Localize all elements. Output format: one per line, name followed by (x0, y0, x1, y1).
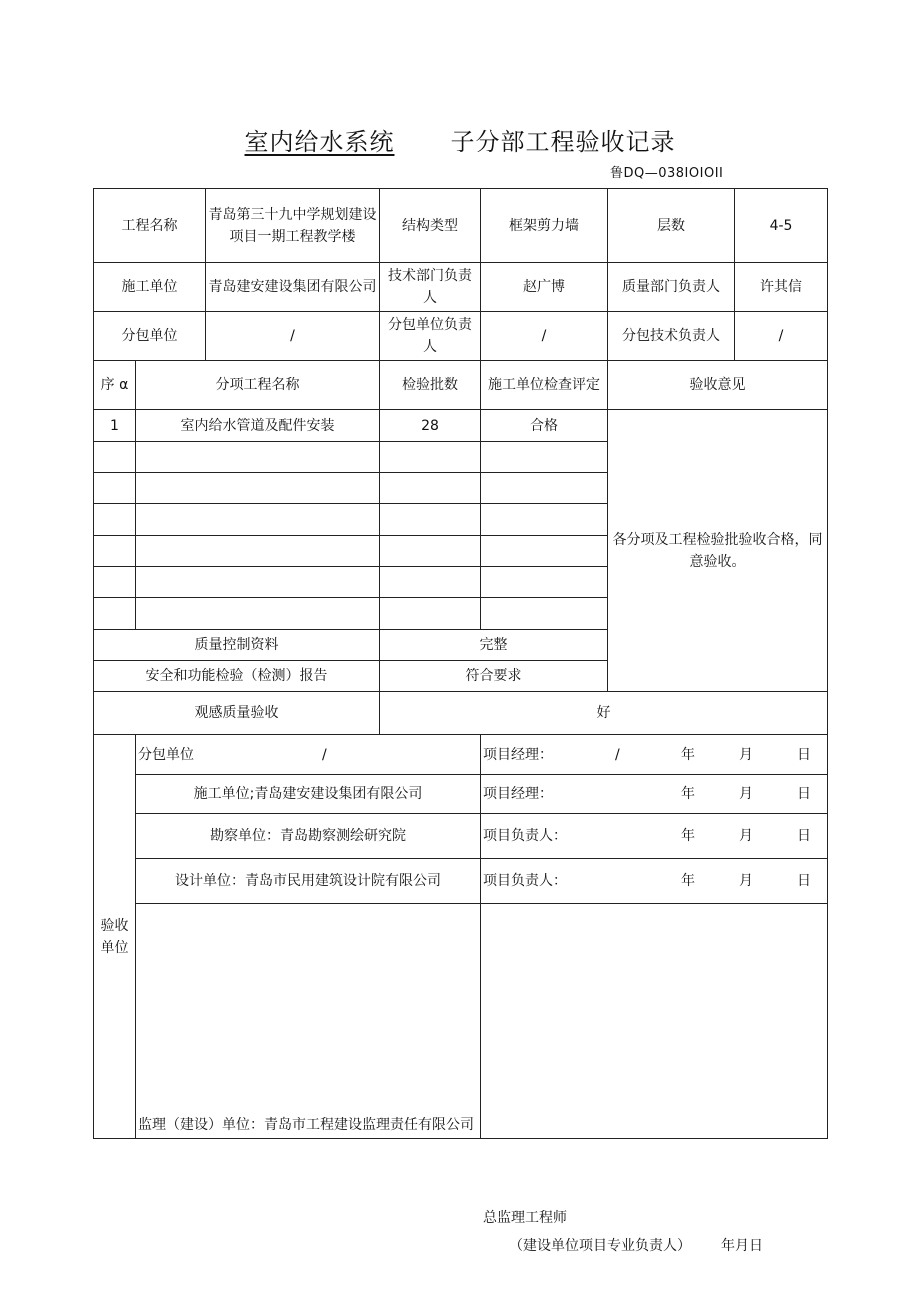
design-unit: 设计单位：青岛市民用建筑设计院有限公司 (136, 859, 481, 904)
contractor-label: 施工单位 (94, 263, 206, 312)
supervision-unit: 监理（建设）单位：青岛市工程建设监理责任有限公司 (138, 1117, 474, 1133)
quality-head-value: 许其信 (735, 263, 828, 312)
contractor-value: 青岛建安建设集团有限公司 (206, 263, 380, 312)
structure-value: 框架剪力墙 (481, 189, 608, 263)
seq-header: 序 α (94, 361, 136, 410)
sub-label: 分包单位 (94, 312, 206, 361)
sign-row-sub (94, 735, 828, 775)
tech-head-label: 技术部门负责人 (380, 263, 481, 312)
row-result: 合格 (481, 410, 608, 442)
chief-supervisor-cell (481, 904, 828, 1254)
title-system: 室内给水系统 (244, 128, 395, 156)
supervision-cell (136, 904, 481, 1139)
table-row (94, 410, 828, 442)
info-row-2 (94, 263, 828, 312)
batches-header: 检验批数 (380, 361, 481, 410)
sub-tech-value: / (735, 312, 828, 361)
contractor-manager-cell: 项目经理： 年 月 日 (481, 775, 828, 814)
row-seq: 1 (94, 410, 136, 442)
sub-unit-label: 分包单位 (138, 746, 194, 763)
chief-supervisor-label: 总监理工程师 (483, 1210, 567, 1226)
sign-row-survey (94, 814, 828, 859)
owner-rep-label: （建设单位项目专业负责人） (509, 1238, 691, 1254)
sub-manager-cell: 项目经理： / 年 月 日 (481, 735, 828, 775)
opinion-header: 验收意见 (608, 361, 828, 410)
info-row-1 (94, 189, 828, 263)
form-code: 鲁DQ—038IOIOII (610, 166, 724, 181)
floors-label: 层数 (608, 189, 735, 263)
sign-row-supervision (94, 904, 828, 1139)
sub-unit-cell (136, 735, 481, 775)
sub-manager-value: / (615, 746, 620, 763)
sub-value: / (206, 312, 380, 361)
acceptance-table (93, 188, 828, 1254)
structure-label: 结构类型 (380, 189, 481, 263)
sub-unit-value: / (322, 746, 327, 763)
safety-value: 符合要求 (380, 661, 608, 692)
sub-tech-label: 分包技术负责人 (608, 312, 735, 361)
quality-docs-value: 完整 (380, 630, 608, 661)
page-title (0, 122, 920, 157)
info-row-3 (94, 312, 828, 361)
project-name-value: 青岛第三十九中学规划建设项目一期工程教学楼 (206, 189, 380, 263)
sign-row-contractor (94, 775, 828, 814)
seq-mark: α (119, 377, 129, 393)
safety-label: 安全和功能检验（检测）报告 (94, 661, 380, 692)
items-header (94, 361, 828, 410)
sub-head-label: 分包单位负责人 (380, 312, 481, 361)
quality-head-label: 质量部门负责人 (608, 263, 735, 312)
quality-docs-label: 质量控制资料 (94, 630, 380, 661)
survey-unit: 勘察单位：青岛勘察测绘研究院 (136, 814, 481, 859)
row-batches: 28 (380, 410, 481, 442)
floors-value: 4-5 (735, 189, 828, 263)
contractor-unit: 施工单位;青岛建安建设集团有限公司 (136, 775, 481, 814)
opinion-value: 各分项及工程检验批验收合格，同意验收。 (608, 410, 828, 692)
sub-head-value: / (481, 312, 608, 361)
appearance-value: 好 (380, 692, 828, 735)
item-name-header: 分项工程名称 (136, 361, 380, 410)
survey-head-cell: 项目负责人： 年 月 日 (481, 814, 828, 859)
title-rest: 子分部工程验收记录 (450, 128, 676, 156)
self-check-header: 施工单位检查评定 (481, 361, 608, 410)
appearance-label: 观感质量验收 (94, 692, 380, 735)
acceptance-unit-label: 验收 单位 (94, 735, 136, 1139)
tech-head-value: 赵广博 (481, 263, 608, 312)
sub-manager-label: 项目经理： (483, 746, 553, 763)
design-head-cell: 项目负责人： 年 月 日 (481, 859, 828, 904)
sign-row-design (94, 859, 828, 904)
project-name-label: 工程名称 (94, 189, 206, 263)
appearance-row (94, 692, 828, 735)
owner-date: 年月日 (721, 1238, 763, 1254)
row-item-name: 室内给水管道及配件安装 (136, 410, 380, 442)
